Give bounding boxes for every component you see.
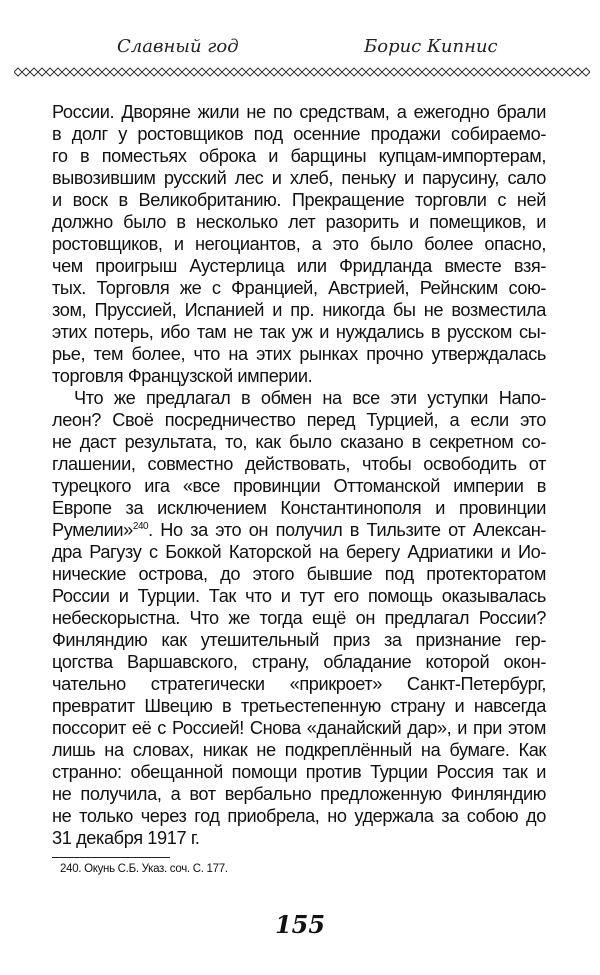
text-line: не только через год приобрела, но удержала за собою до	[52, 806, 546, 826]
text-line: чательно стратегически «прикроет» Санкт-Петербург,	[52, 674, 546, 694]
text-line: небескорыстна. Что же тогда ещё он предлагал России?	[52, 608, 546, 628]
running-header-author: Борис Кипнис	[364, 36, 498, 57]
text-line: странно: обещанной помощи против Турции Россия так и	[52, 762, 546, 782]
running-header-title: Славный год	[117, 36, 239, 57]
text-line: в долг у ростовщиков под осенние продажи собираемо-	[52, 124, 546, 144]
text-line: леон? Своё посредничество перед Турцией, а если это	[52, 410, 546, 430]
text-line: рье, тем более, что на этих рынках прочно утверждалась	[52, 344, 546, 364]
text-line: Что же предлагал в обмен на все эти уступки Напо-	[74, 388, 546, 408]
text-line: торговля Французской империи.	[52, 366, 313, 386]
ornamental-divider	[14, 66, 590, 78]
text-line: Европе за исключением Константинополя и провинции	[52, 498, 546, 518]
text-line: глашении, совместно действовать, чтобы освободить от	[52, 454, 546, 474]
text-line: должно было в несколько лет разорить и помещиков, и	[52, 212, 546, 232]
footnote: 240. Окунь С.Б. Указ. соч. С. 177.	[60, 863, 228, 875]
text-line: нические острова, до этого бывшие под протекторатом	[52, 564, 546, 584]
footnote-rule	[52, 857, 170, 858]
text-line: не получила, а вот вербально предложенную Финляндию	[52, 784, 546, 804]
text-line: превратит Швецию в третьестепенную страну и навсегда	[52, 696, 546, 716]
text-line: турецкого ига «все провинции Оттоманской империи в	[52, 476, 546, 496]
text-line: не даст результата, то, как было сказано в секретном со-	[52, 432, 546, 452]
text-line: цогства Варшавского, страну, обладание которой окон-	[52, 652, 546, 672]
text-line: и воск в Великобританию. Прекращение торговли с ней	[52, 190, 546, 210]
text-line	[52, 519, 546, 541]
page-number: 155	[274, 910, 326, 939]
text-line: ростовщиков, и негоциантов, а это было более опасно,	[52, 234, 546, 254]
text-line: 31 декабря 1917 г.	[52, 828, 200, 848]
text-line: дра Рагузу с Боккой Каторской на берегу Адриатики и Ио-	[52, 542, 546, 562]
text-line: го в поместьях оброка и барщины купцам-импортерам,	[52, 146, 546, 166]
body-text	[52, 101, 546, 849]
text-line: вывозившим русский лес и хлеб, пеньку и парусину, сало	[52, 168, 546, 188]
text-line: Финляндию как утешительный приз за признание гер-	[52, 630, 546, 650]
text-line: поссорит её с Россией! Снова «данайский дар», и при этом	[52, 718, 546, 738]
text-line: этих потерь, ибо там не так уж и нуждались в русском сы-	[52, 322, 546, 342]
text-fragment: . Но за это он получил в Тильзите от Алексан-	[148, 520, 546, 540]
text-fragment: Румелии»	[52, 520, 133, 540]
text-line: лишь на словах, никак не подкреплённый на бумаге. Как	[52, 740, 546, 760]
text-line: России. Дворяне жили не по средствам, а ежегодно брали	[52, 102, 546, 122]
text-line: чем проигрыш Аустерлица или Фридланда вместе взя-	[52, 256, 546, 276]
text-line: тых. Торговля же с Францией, Австрией, Рейнским сою-	[52, 278, 546, 298]
text-line: зом, Пруссией, Испанией и пр. никогда бы не возместила	[52, 300, 546, 320]
text-line: России и Турции. Так что и тут его помощь оказывалась	[52, 586, 546, 606]
footnote-ref: 240	[132, 521, 149, 532]
